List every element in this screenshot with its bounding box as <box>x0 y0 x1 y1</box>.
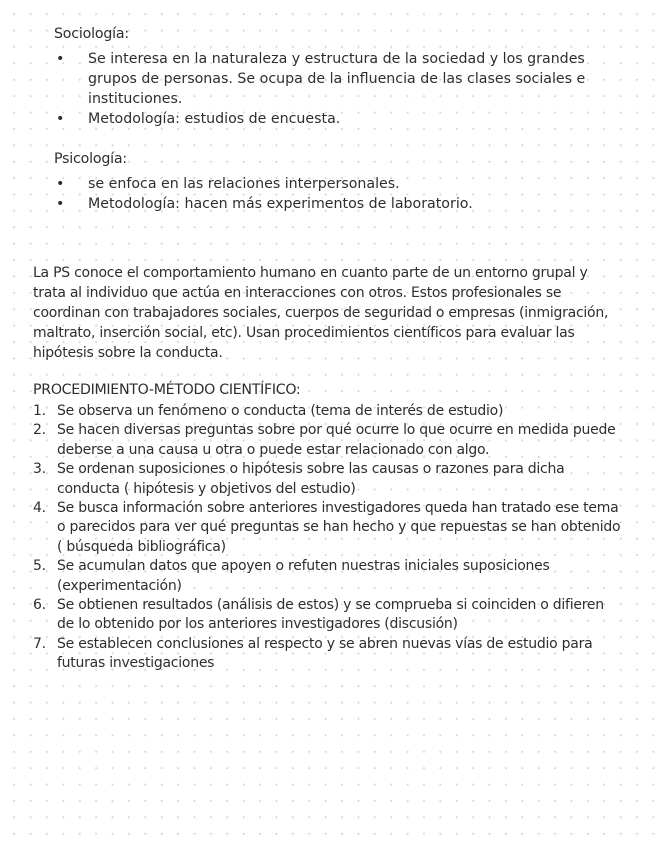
bullet-icon: • <box>56 111 65 127</box>
bullet-icon: • <box>56 51 65 67</box>
step-text: Se establecen conclusiones al respecto y se abren nuevas vías de estudio para futuras investigaciones <box>57 635 593 672</box>
procedure-step <box>33 460 623 499</box>
step-number: 5. <box>33 558 46 575</box>
psicologia-bullet-text: se enfoca en las relaciones interpersonales. <box>88 176 400 192</box>
procedure-step <box>33 596 623 635</box>
step-number: 7. <box>33 635 46 652</box>
step-text: Se ordenan suposiciones o hipótesis sobre las causas o razones para dicha conducta ( hipótesis y objetivos del estudio) <box>57 461 565 497</box>
step-text: Se busca información sobre anteriores investigadores queda han tratado ese tema o parecidos para ver qué preguntas se han hecho y que repuestas se han obtenido ( búsqueda bibliográfica) <box>57 500 621 555</box>
list-item <box>54 174 614 194</box>
step-text: Se acumulan datos que apoyen o refuten nuestras iniciales suposiciones (experimentación) <box>57 558 550 594</box>
procedure-step <box>33 402 623 421</box>
step-text: Se obtienen resultados (análisis de estos) y se comprueba si coinciden o difieren de lo obtenido por los anteriores investigadores (discusión) <box>57 597 604 633</box>
step-number: 3. <box>33 461 46 478</box>
step-number: 2. <box>33 422 46 439</box>
psicologia-bullet-list <box>54 174 614 214</box>
sociologia-bullet-text: Se interesa en la naturaleza y estructura de la sociedad y los grandes grupos de personas. Se ocupa de la influencia de las clases sociales e instituciones. <box>88 51 586 107</box>
procedure-step <box>33 635 623 674</box>
sociologia-bullet-list <box>54 49 614 129</box>
step-number: 1. <box>33 403 46 419</box>
step-number: 4. <box>33 500 46 517</box>
psicologia-heading: Psicología: <box>54 151 127 167</box>
sociologia-heading: Sociología: <box>54 26 129 42</box>
procedure-title: PROCEDIMIENTO-MÉTODO CIENTÍFICO: <box>33 382 301 398</box>
psicologia-bullet-text: Metodología: hacen más experimentos de laboratorio. <box>88 196 473 212</box>
list-item <box>54 49 614 109</box>
procedure-step <box>33 499 623 557</box>
procedure-step <box>33 421 623 460</box>
step-text: Se observa un fenómeno o conducta (tema de interés de estudio) <box>57 403 504 419</box>
procedure-step <box>33 557 623 596</box>
step-number: 6. <box>33 597 46 614</box>
bullet-icon: • <box>56 196 65 212</box>
bullet-icon: • <box>56 176 65 192</box>
sociologia-bullet-text: Metodología: estudios de encuesta. <box>88 111 341 127</box>
intro-paragraph: La PS conoce el comportamiento humano en cuanto parte de un entorno grupal y trata al individuo que actúa en interacciones con otros. Estos profesionales se coordinan con trabajadores sociales, cuerpos de seguridad o empresas (inmigración, maltrato, inserción social, etc). Usan procedimientos científicos para evaluar las hipótesis sobre la conducta. <box>33 265 609 361</box>
list-item <box>54 194 614 214</box>
procedure-steps-list <box>33 402 623 674</box>
list-item <box>54 109 614 129</box>
step-text: Se hacen diversas preguntas sobre por qué ocurre lo que ocurre en medida puede deberse a una causa u otra o puede estar relacionado con algo. <box>57 422 616 458</box>
